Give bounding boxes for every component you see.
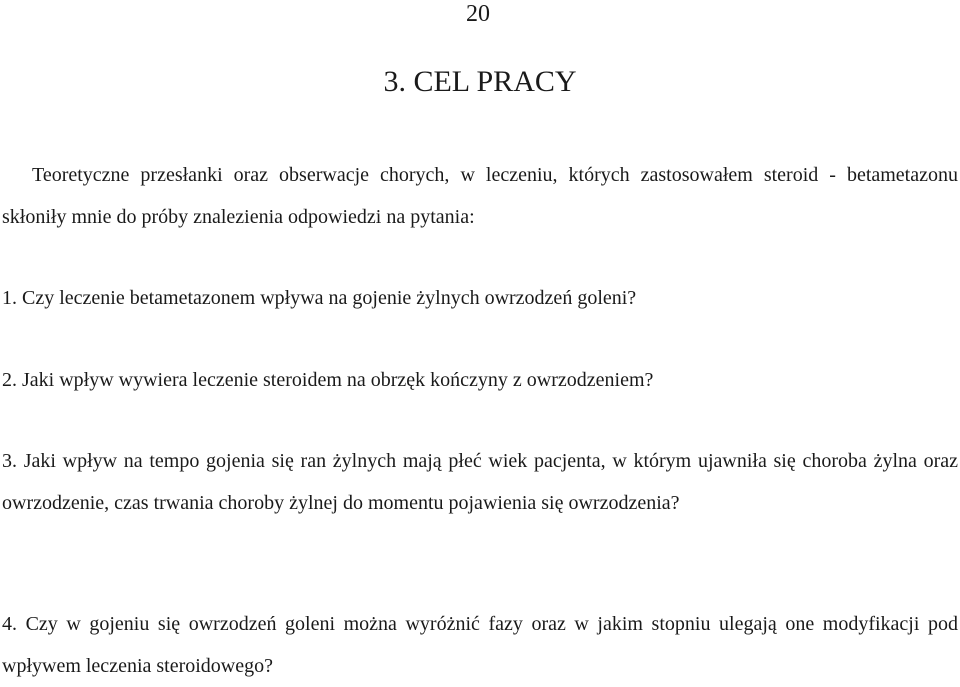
question-4: 4. Czy w gojeniu się owrzodzeń goleni można wyróżnić fazy oraz w jakim stopniu ulegają one modyfikacji pod wpływem leczenia steroidowego?: [2, 613, 958, 677]
question-2: 2. Jaki wpływ wywiera leczenie steroidem na obrzęk kończyny z owrzodzeniem?: [2, 369, 654, 391]
intro-paragraph: Teoretyczne przesłanki oraz obserwacje chorych, w leczeniu, których zastosowałem steroid - betametazonu skłoniły mnie do próby znalezienia odpowiedzi na pytania:: [2, 164, 958, 228]
page-number: 20: [466, 1, 490, 27]
question-3: 3. Jaki wpływ na tempo gojenia się ran żylnych mają płeć wiek pacjenta, w którym ujawniła się choroba żylna oraz owrzodzenie, czas trwania choroby żylnej do momentu pojawienia się owrzodzenia?: [2, 450, 958, 514]
question-1: 1. Czy leczenie betametazonem wpływa na gojenie żylnych owrzodzeń goleni?: [2, 287, 637, 309]
section-title: 3. CEL PRACY: [383, 65, 577, 98]
